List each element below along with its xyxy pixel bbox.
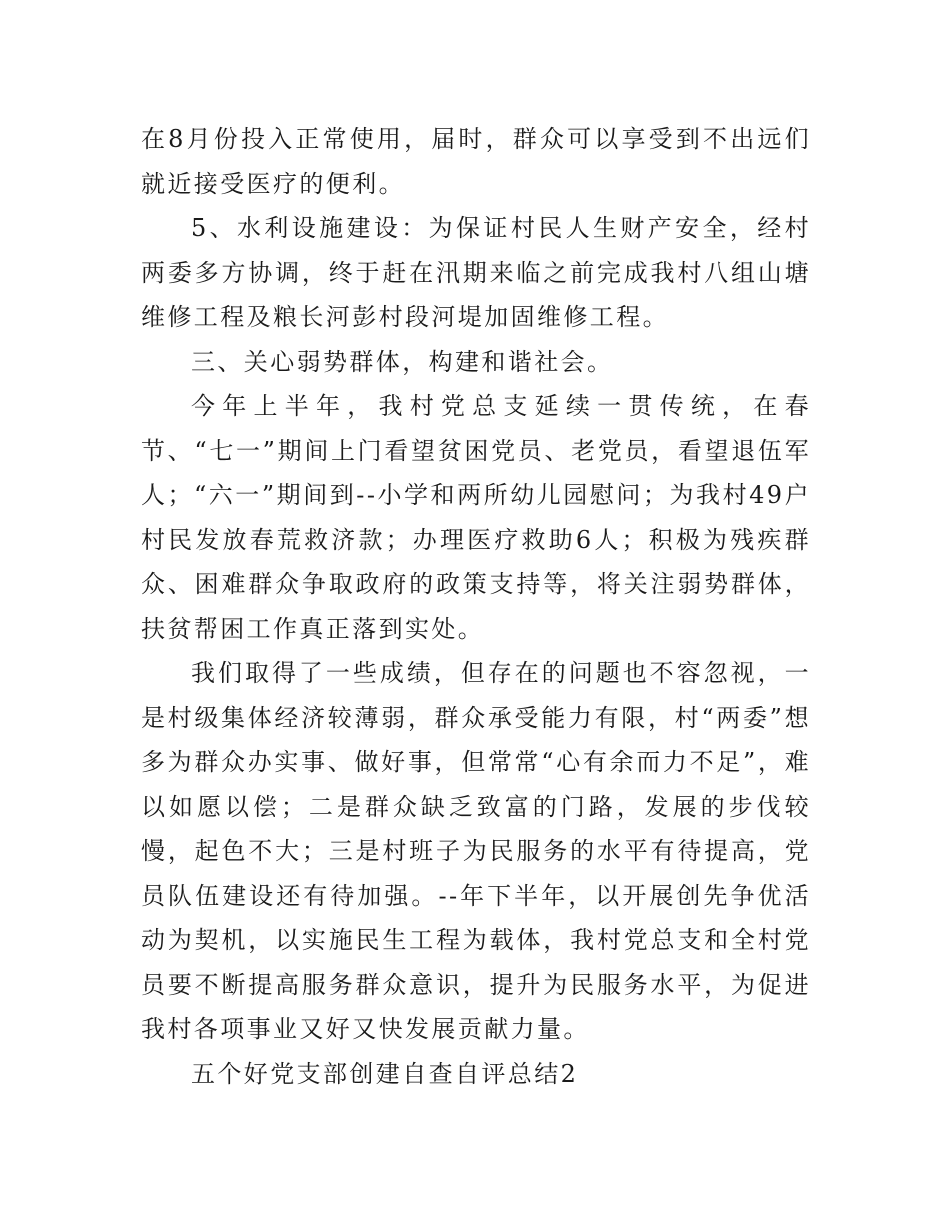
paragraph-water-facilities: 5、水利设施建设：为保证村民人生财产安全，经村两委多方协调，终于赶在汛期来临之前完成我村八组山塘维修工程及粮长河彭村段河堤加固维修工程。 bbox=[141, 214, 811, 331]
paragraph-problems-and-plans: 我们取得了一些成绩，但存在的问题也不容忽视，一是村级集体经济较薄弱，群众承受能力有限，村“两委”想多为群众办实事、做好事，但常常“心有余而力不足”，难以如愿以偿；二是群众缺乏致富的门路，发展的步伐较慢，起色不大；三是村班子为民服务的水平有待提高，党员队伍建设还有待加强。--年下半年，以开展创先争优活动为契机，以实施民生工程为载体，我村党总支和全村党员要不断提高服务群众意识，提升为民服务水平，为促进我村各项事业又好又快发展贡献力量。 bbox=[141, 659, 811, 1043]
paragraph-continuation: 在8月份投入正常使用，届时，群众可以享受到不出远们就近接受医疗的便利。 bbox=[141, 125, 811, 198]
next-section-title: 五个好党支部创建自查自评总结2 bbox=[191, 1059, 579, 1088]
document-page bbox=[141, 117, 811, 1096]
section-heading-vulnerable-groups: 三、关心弱势群体，构建和谐社会。 bbox=[191, 347, 614, 376]
paragraph-first-half-year: 今年上半年，我村党总支延续一贯传统，在春节、“七一”期间上门看望贫困党员、老党员，看望退伍军人；“六一”期间到--小学和两所幼儿园慰问；为我村49户村民发放春荒救济款；办理医疗救助6人；积极为残疾群众、困难群众争取政府的政策支持等，将关注弱势群体，扶贫帮困工作真正落到实处。 bbox=[141, 392, 811, 643]
